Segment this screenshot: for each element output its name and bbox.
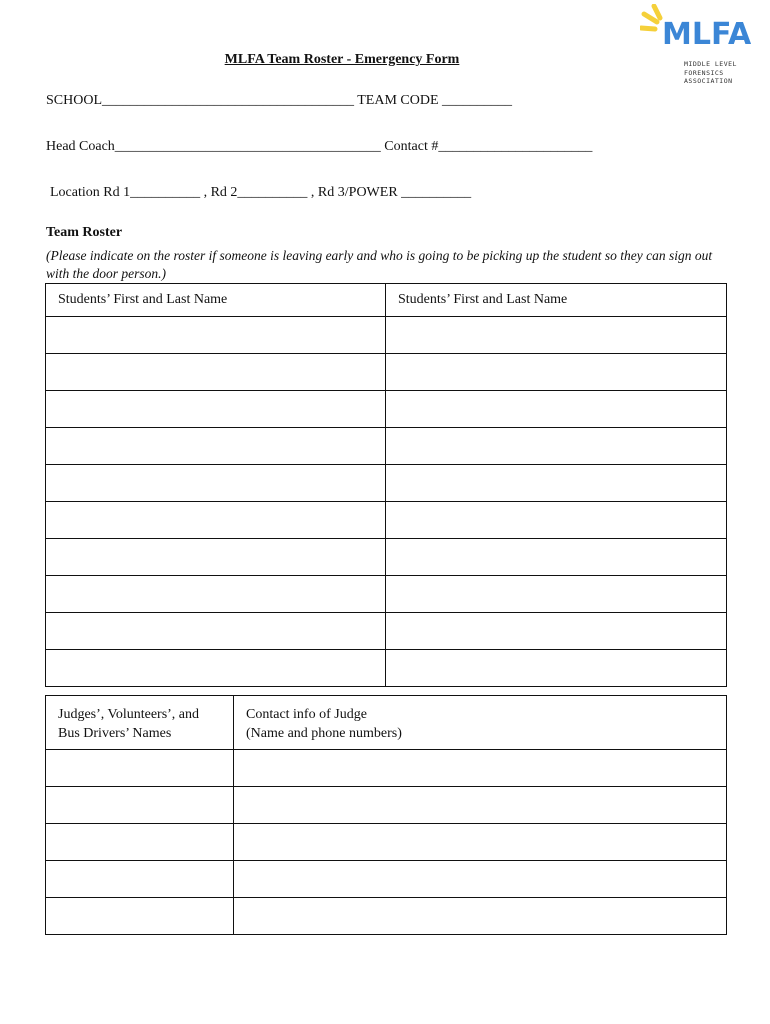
student-name-cell[interactable]	[46, 428, 386, 465]
table-row	[46, 428, 727, 465]
school-team-code-line[interactable]: SCHOOL____________________________________ TEAM CODE __________	[46, 93, 513, 108]
contact-header-line: Contact info of Judge	[246, 707, 367, 722]
table-row	[46, 650, 727, 687]
student-name-column-header: Students’ First and Last Name	[46, 284, 386, 317]
judges-header-line: Bus Drivers’ Names	[58, 726, 172, 741]
student-name-cell[interactable]	[386, 317, 727, 354]
student-name-cell[interactable]	[386, 465, 727, 502]
judge-contact-cell[interactable]	[234, 787, 727, 824]
location-rounds-line[interactable]: Location Rd 1__________ , Rd 2__________ , Rd 3/POWER __________	[50, 185, 472, 200]
student-name-cell[interactable]	[386, 391, 727, 428]
table-row	[46, 824, 727, 861]
judge-contact-cell[interactable]	[234, 861, 727, 898]
logo-subtitle	[684, 60, 744, 86]
logo-subtitle-line: ASSOCIATION	[684, 77, 733, 85]
table-row	[46, 613, 727, 650]
logo-wordmark: MLFA	[662, 17, 752, 52]
table-row	[46, 502, 727, 539]
student-name-cell[interactable]	[386, 354, 727, 391]
table-row	[46, 354, 727, 391]
student-name-cell[interactable]	[46, 354, 386, 391]
table-row	[46, 750, 727, 787]
student-name-cell[interactable]	[46, 539, 386, 576]
student-name-cell[interactable]	[46, 465, 386, 502]
team-roster-heading: Team Roster	[46, 225, 123, 240]
student-name-cell[interactable]	[46, 391, 386, 428]
students-roster-table	[45, 283, 727, 687]
student-name-cell[interactable]	[46, 613, 386, 650]
mlfa-logo	[640, 4, 752, 88]
judge-name-cell[interactable]	[46, 898, 234, 935]
table-row	[46, 898, 727, 935]
logo-subtitle-line: FORENSICS	[684, 68, 724, 77]
table-row	[46, 317, 727, 354]
table-header-row	[46, 696, 727, 750]
judge-contact-cell[interactable]	[234, 824, 727, 861]
judges-header-line: Judges’, Volunteers’, and	[58, 707, 200, 722]
table-header-row	[46, 284, 727, 317]
student-name-cell[interactable]	[386, 539, 727, 576]
head-coach-contact-line[interactable]: Head Coach______________________________________ Contact #______________________	[46, 139, 593, 154]
table-row	[46, 576, 727, 613]
student-name-cell[interactable]	[386, 650, 727, 687]
table-row	[46, 787, 727, 824]
table-row	[46, 539, 727, 576]
judge-contact-column-header	[234, 696, 727, 750]
table-row	[46, 391, 727, 428]
team-roster-instructions: (Please indicate on the roster if someone is leaving early and who is going to be picking up the student so they can sign out with the door person.)	[46, 248, 713, 281]
judges-names-column-header	[46, 696, 234, 750]
student-name-cell[interactable]	[46, 317, 386, 354]
form-title: MLFA Team Roster - Emergency Form	[224, 52, 460, 67]
student-name-cell[interactable]	[386, 428, 727, 465]
student-name-cell[interactable]	[386, 502, 727, 539]
judge-name-cell[interactable]	[46, 861, 234, 898]
logo-subtitle-line: MIDDLE LEVEL	[684, 60, 737, 68]
judge-name-cell[interactable]	[46, 750, 234, 787]
student-name-cell[interactable]	[46, 650, 386, 687]
judge-contact-cell[interactable]	[234, 898, 727, 935]
judge-name-cell[interactable]	[46, 824, 234, 861]
judges-volunteers-table	[45, 695, 727, 935]
contact-header-line: (Name and phone numbers)	[246, 726, 402, 741]
student-name-cell[interactable]	[46, 502, 386, 539]
judge-contact-cell[interactable]	[234, 750, 727, 787]
student-name-cell[interactable]	[386, 613, 727, 650]
student-name-cell[interactable]	[46, 576, 386, 613]
student-name-cell[interactable]	[386, 576, 727, 613]
judge-name-cell[interactable]	[46, 787, 234, 824]
student-name-column-header: Students’ First and Last Name	[386, 284, 727, 317]
table-row	[46, 861, 727, 898]
table-row	[46, 465, 727, 502]
